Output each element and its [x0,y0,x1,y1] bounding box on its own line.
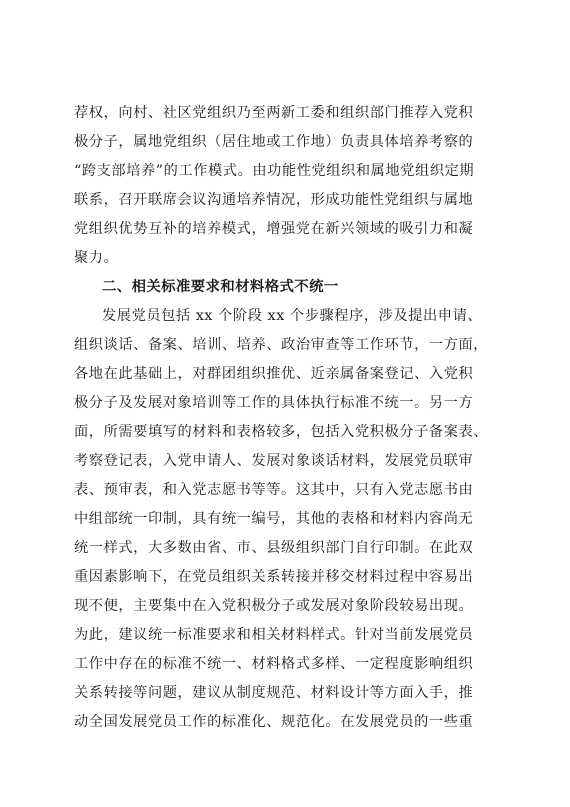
paragraph-2-line-6: 考察登记表，入党申请人、发展对象谈话材料，发展党员联审 [74,453,474,469]
paragraph-2-line-1: 发展党员包括 xx 个阶段 xx 个步骤程序，涉及提出申请、 [102,308,483,324]
paragraph-2-line-7: 表、预审表，和入党志愿书等等。这其中，只有入党志愿书由 [74,482,474,498]
paragraph-2-line-5: 面，所需要填写的材料和表格较多，包括入党积极分子备案表、 [74,424,489,440]
paragraph-1-line-5: 党组织优势互补的培养模式，增强党在新兴领域的吸引力和凝 [74,221,474,237]
paragraph-2-line-13: 工作中存在的标准不统一、材料格式多样、一定程度影响组织 [74,656,474,672]
paragraph-2-line-10: 重因素影响下，在党员组织关系转接并移交材料过程中容易出 [74,569,474,585]
paragraph-1-line-6: 聚力。 [74,250,119,266]
paragraph-1-line-2: 极分子，属地党组织（居住地或工作地）负责具体培养考察的 [74,134,474,150]
paragraph-1-line-4: 联系，召开联席会议沟通培养情况，形成功能性党组织与属地 [74,192,474,208]
paragraph-2-line-12: 为此，建议统一标准要求和相关材料样式。针对当前发展党员 [74,627,474,643]
paragraph-2-line-8: 中组部统一印制，具有统一编号，其他的表格和材料内容尚无 [74,511,474,527]
paragraph-1-line-1: 荐权，向村、社区党组织乃至两新工委和组织部门推荐入党积 [74,105,474,121]
paragraph-2-line-3: 各地在此基础上，对群团组织推优、近亲属备案登记、入党积 [74,366,474,382]
paragraph-1-line-3: “跨支部培养”的工作模式。由功能性党组织和属地党组织定期 [74,163,475,179]
paragraph-2-line-11: 现不便，主要集中在入党积极分子或发展对象阶段较易出现。 [74,598,474,614]
section-heading: 二、相关标准要求和材料格式不统一 [102,279,339,295]
paragraph-2-line-14: 关系转接等问题，建议从制度规范、材料设计等方面入手，推 [74,685,474,701]
paragraph-2-line-15: 动全国发展党员工作的标准化、规范化。在发展党员的一些重 [74,714,474,730]
paragraph-2-line-2: 组织谈话、备案、培训、培养、政治审查等工作环节，一方面， [74,337,489,353]
paragraph-2-line-9: 统一样式，大多数由省、市、县级组织部门自行印制。在此双 [74,540,474,556]
paragraph-2-line-4: 极分子及发展对象培训等工作的具体执行标准不统一。另一方 [74,395,474,411]
